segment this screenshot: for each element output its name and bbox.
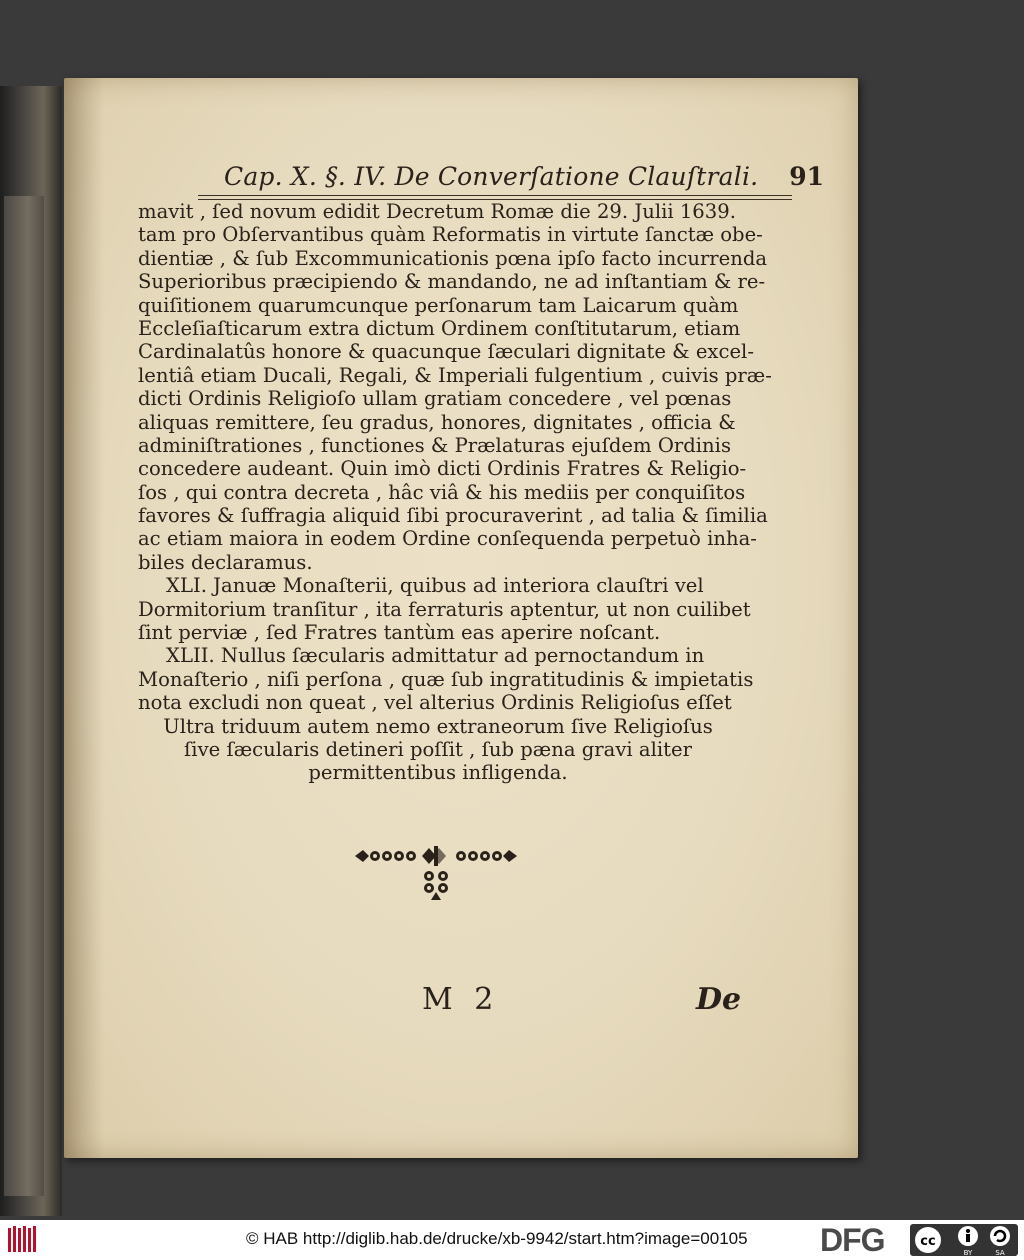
catchword: De — [696, 982, 742, 1017]
text-line: adminiſtrationes , functiones & Prælaturas ejuſdem Ordinis — [138, 433, 731, 457]
text-line: ac etiam maiora in eodem Ordine conſequenda perpetuò inha- — [138, 527, 757, 551]
text-line: Superioribus præcipiendo & mandando, ne ad inſtantiam & re- — [138, 270, 766, 294]
text-line: Cardinalatûs honore & quacunque ſæculari dignitate & excel- — [138, 340, 754, 364]
main-text — [138, 200, 772, 785]
text-line: mavit , ſed novum edidit Decretum Romæ die 29. Julii 1639. — [138, 200, 736, 223]
book-page — [64, 78, 858, 1158]
running-title: Cap. X. §. IV. De Converſatione Clauſtrali. — [224, 162, 759, 191]
printers-ornament — [351, 842, 521, 902]
text-line: nota excludi non queat , vel alterius Ordinis Religioſus eſſet — [138, 691, 732, 715]
text-line: tam pro Obſervantibus quàm Reformatis in virtute ſanctæ obe- — [138, 223, 763, 247]
svg-text:cc: cc — [920, 1234, 936, 1249]
text-line: Eccleſiaſticarum extra dictum Ordinem conſtitutarum, etiam — [138, 316, 741, 340]
svg-text:BY: BY — [963, 1249, 973, 1257]
signature-mark: M 2 — [422, 982, 500, 1017]
text-line: quiſitionem quarumcunque perſonarum tam Laicarum quàm — [138, 293, 739, 317]
adjacent-page-stack — [4, 196, 44, 1196]
text-line: ſos , qui contra decreta , hâc viâ & his mediis per conquiſitos — [138, 480, 746, 504]
adjacent-book-edge — [0, 86, 62, 1216]
text-line: lentiâ etiam Ducali, Regali, & Imperiali fulgentium , cuivis præ- — [138, 363, 772, 387]
text-line: Monaſterio , niſi perſona , quæ ſub ingratitudinis & impietatis — [138, 667, 754, 691]
text-line: Ultra triduum autem nemo extraneorum ſive Religioſus — [163, 714, 713, 738]
text-line: Dormitorium tranſitur , ita ferraturis aptentur, ut non cuilibet — [138, 597, 751, 621]
text-line: ſive ſæcularis detineri poſſit , ſub pæna gravi aliter — [184, 737, 692, 761]
text-line: concedere audeant. Quin imò dicti Ordinis Fratres & Religio- — [138, 457, 747, 481]
footer-bar — [0, 1220, 1024, 1260]
text-line: aliquas remittere, ſeu gradus, honores, dignitates , officia & — [138, 410, 736, 434]
text-line: favores & ſuffragia aliquid ſibi procuraverint , ad talia & ſimilia — [138, 504, 768, 528]
section-xlii-line: XLII. Nullus ſæcularis admittatur ad pernoctandum in — [166, 644, 705, 668]
hab-logo-icon — [6, 1224, 40, 1254]
copyright-credit: © HAB http://diglib.hab.de/drucke/xb-9942/start.htm?image=00105 — [246, 1229, 748, 1248]
svg-text:SA: SA — [995, 1249, 1005, 1257]
page-number: 91 — [789, 162, 824, 191]
cc-by-sa-license-icon — [908, 1222, 1020, 1258]
section-xli-line: XLI. Januæ Monaſterii, quibus ad interiora clauſtri vel — [166, 574, 704, 598]
text-line: dientiæ , & ſub Excommunicationis pœna ipſo facto incurrenda — [138, 246, 768, 270]
running-head — [224, 162, 824, 196]
text-line: ſint perviæ , ſed Fratres tantùm eas aperire noſcant. — [138, 621, 661, 645]
text-line: biles declaramus. — [138, 550, 313, 574]
dfg-logo: DFG — [820, 1222, 885, 1258]
text-line: permittentibus infligenda. — [308, 761, 568, 785]
text-line: dicti Ordinis Religioſo ullam gratiam concedere , vel pœnas — [138, 387, 732, 411]
